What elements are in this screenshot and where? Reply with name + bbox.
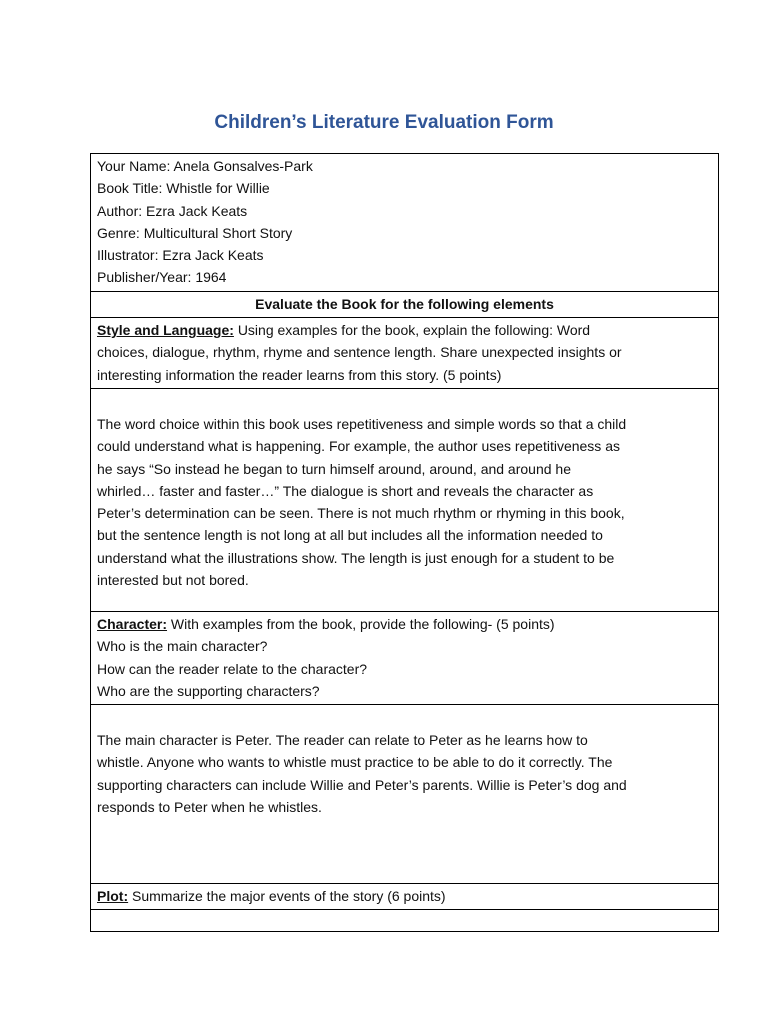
publisher-year-label: Publisher/Year: (97, 269, 192, 286)
style-answer-line: he says “So instead he began to turn himself around, around, and around he (97, 460, 571, 477)
plot-prompt-cell (91, 884, 719, 910)
name-label: Your Name: (97, 158, 171, 174)
genre-label: Genre: (97, 224, 140, 241)
plot-prompt-row (91, 884, 719, 910)
style-answer-line: Peter’s determination can be seen. There is not much rhythm or rhyming in this book, (97, 505, 625, 522)
character-label: Character: (97, 615, 168, 632)
style-answer-line: could understand what is happening. For example, the author uses repetitiveness as (97, 438, 620, 455)
style-prompt-cell (91, 318, 719, 389)
author-value: Ezra Jack Keats (146, 202, 248, 219)
author-label: Author: (97, 202, 143, 219)
character-answer-line: whistle. Anyone who wants to whistle must practice to be able to do it correctly. The (97, 754, 613, 771)
info-cell (91, 154, 719, 292)
book-title-value: Whistle for Willie (166, 180, 270, 197)
style-prompt-text: interesting information the reader learns from this story. (5 points) (97, 366, 502, 383)
style-answer-line: whirled… faster and faster…” The dialogue is short and reveals the character as (97, 482, 594, 499)
plot-prompt-text: Summarize the major events of the story (6 points) (132, 888, 446, 905)
genre-value: Multicultural Short Story (143, 224, 293, 241)
plot-prompt-line (97, 885, 712, 907)
genre-line (97, 222, 712, 244)
book-title-label: Book Title: (97, 180, 163, 197)
illustrator-label: Illustrator: (97, 247, 159, 264)
character-prompt-text: Who are the supporting characters? (97, 682, 320, 699)
plot-answer-row (91, 910, 719, 932)
publisher-year-line (97, 266, 712, 288)
illustrator-value: Ezra Jack Keats (162, 247, 264, 264)
style-label: Style and Language: (97, 322, 234, 339)
character-prompt-text: How can the reader relate to the character? (97, 660, 368, 677)
character-answer-row (91, 705, 719, 884)
illustrator-line (97, 244, 712, 266)
author-line (97, 200, 712, 222)
character-prompt-text: Who is the main character? (97, 638, 268, 655)
info-row (91, 154, 719, 292)
style-answer-line: The word choice within this book uses repetitiveness and simple words so that a child (97, 415, 627, 432)
evaluation-form-table (90, 153, 719, 932)
style-prompt-line (97, 319, 712, 341)
style-answer-line: understand what the illustrations show. The length is just enough for a student to be (97, 549, 615, 566)
evaluate-heading-row (91, 291, 719, 317)
style-answer-cell (91, 388, 719, 611)
page-title: Children’s Literature Evaluation Form (214, 112, 554, 133)
character-answer-line: responds to Peter when he whistles. (97, 799, 322, 816)
character-prompt-line (97, 613, 712, 635)
name-value: Anela Gonsalves-Park (173, 158, 313, 174)
style-answer-line: interested but not bored. (97, 572, 249, 589)
character-prompt-cell (91, 611, 719, 704)
book-title-line (97, 177, 712, 199)
style-answer-line: but the sentence length is not long at all but includes all the information needed to (97, 527, 603, 544)
publisher-year-value: 1964 (195, 269, 227, 286)
character-answer-cell (91, 705, 719, 884)
plot-label: Plot: (97, 888, 129, 905)
style-prompt-row (91, 318, 719, 389)
character-prompt-row (91, 611, 719, 704)
evaluate-heading: Evaluate the Book for the following elements (91, 291, 719, 317)
style-prompt-text: choices, dialogue, rhythm, rhyme and sentence length. Share unexpected insights or (97, 344, 622, 361)
character-answer-line: The main character is Peter. The reader can relate to Peter as he learns how to (97, 732, 588, 749)
character-prompt-text: With examples from the book, provide the following- (5 points) (170, 615, 555, 632)
style-answer-row (91, 388, 719, 611)
character-answer-line: supporting characters can include Willie and Peter’s parents. Willie is Peter’s dog and (97, 776, 627, 793)
name-line (97, 155, 712, 177)
style-prompt-text: Using examples for the book, explain the following: Word (237, 322, 591, 339)
plot-answer-cell (91, 910, 719, 932)
